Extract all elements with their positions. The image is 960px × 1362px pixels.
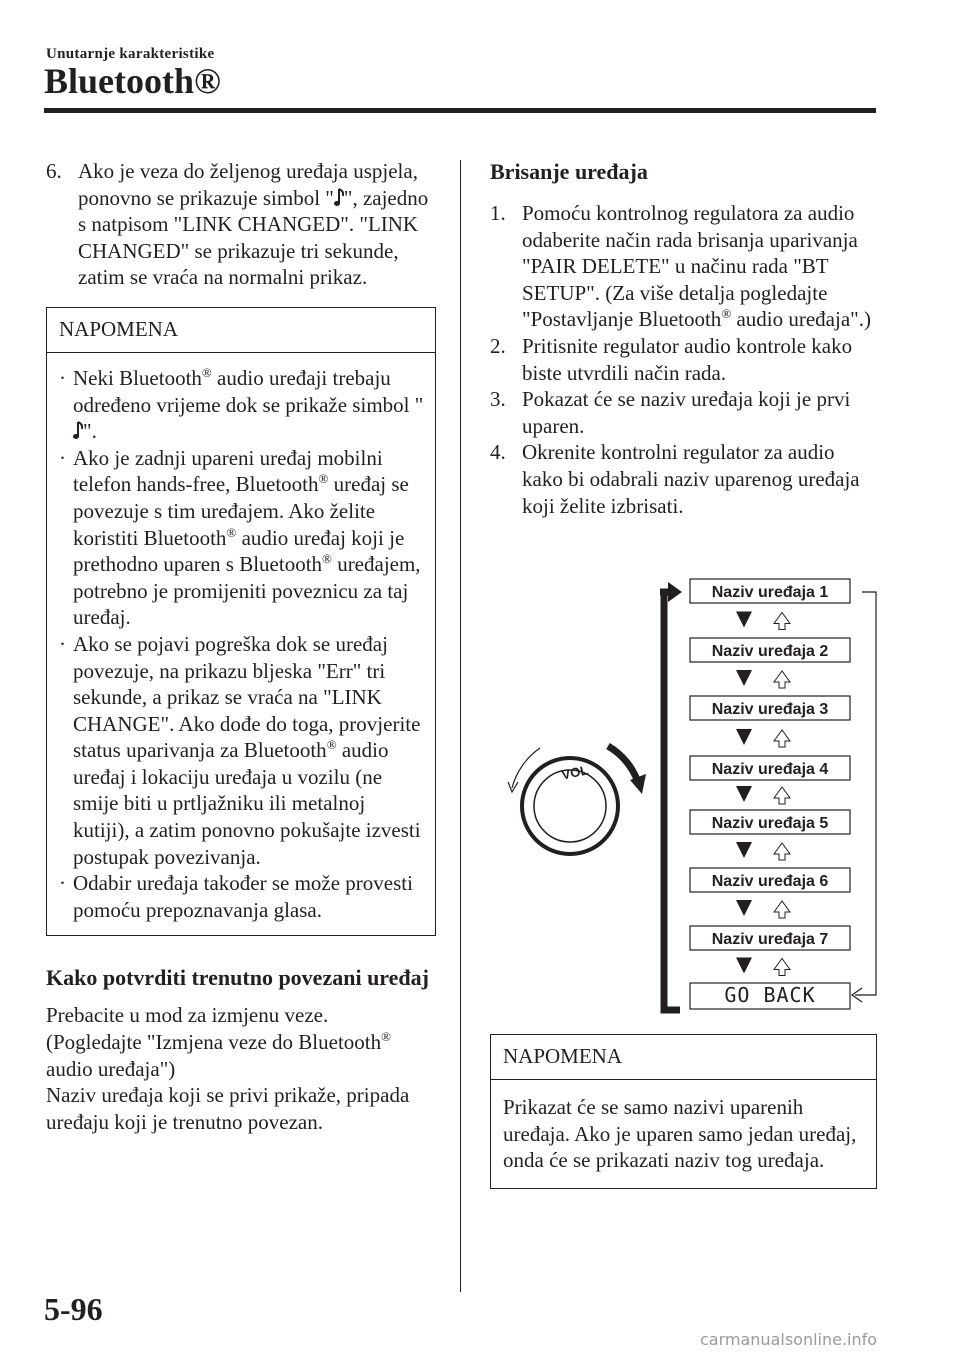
registered-mark: ® <box>226 524 237 540</box>
step-text: Pokazat će se naziv uređaja koji je prvi uparen. <box>522 387 851 438</box>
bullet-dot: · <box>59 631 66 656</box>
return-bracket <box>855 592 876 995</box>
watermark: carmanualsonline.info <box>700 1330 878 1349</box>
right-column <box>476 158 876 519</box>
down-arrow-icon <box>736 729 752 745</box>
up-arrow-icon <box>774 787 790 804</box>
paragraph <box>46 1029 436 1082</box>
section-heading: Kako potvrditi trenutno povezani uređaj <box>46 965 429 991</box>
go-back-label: GO BACK <box>724 983 816 1007</box>
device-name: Naziv uređaja 3 <box>711 701 829 718</box>
paragraph: Naziv uređaja koji se privi prikaže, pripada uređaju koji je trenutno povezan. <box>46 1083 410 1134</box>
note-bullet <box>59 365 425 445</box>
note-bullet <box>59 445 425 631</box>
note-title: NAPOMENA <box>47 308 435 353</box>
bullet-dot: · <box>59 445 66 470</box>
bullet-text-part: Ako se pojavi pogreška dok se uređaj povezuje, na prikazu bljeska "Err" tri sekunde, a prikaz se vraća na "LINK CHANGE". Ako dođe do toga, provjerite status uparivanja za Bluetooth <box>73 631 421 763</box>
down-arrow-icon <box>736 786 752 802</box>
music-note-icon <box>73 421 83 441</box>
up-arrow-icon <box>774 671 790 688</box>
step-text: Pritisnite regulator audio kontrole kako biste utvrdili način rada. <box>522 333 853 385</box>
up-arrow-icon <box>774 901 790 918</box>
music-note-icon <box>334 188 344 208</box>
down-arrow-icon <box>736 900 752 916</box>
device-list <box>690 579 850 976</box>
vol-label: VOL <box>560 762 590 783</box>
bullet-text-part: Ako je zadnji upareni uređaj mobilni telefon hands-free, Bluetooth <box>73 445 383 497</box>
paragraph: Prebacite u mod za izmjenu veze. <box>46 1003 329 1028</box>
bracket-arrowhead <box>668 582 682 602</box>
selection-bracket <box>664 592 680 1010</box>
bullet-text-part: Neki Bluetooth <box>73 365 202 390</box>
column-divider <box>460 160 461 1292</box>
device-name: Naziv uređaja 7 <box>711 931 829 948</box>
registered-mark: ® <box>318 471 329 487</box>
down-arrow-icon <box>736 612 752 628</box>
bullet-text <box>73 631 425 870</box>
bullet-text <box>73 365 425 445</box>
header-rule <box>44 108 876 113</box>
note-title: NAPOMENA <box>491 1035 876 1080</box>
device-name: Naziv uređaja 5 <box>711 815 829 832</box>
left-column <box>46 158 436 1135</box>
down-arrow-icon <box>736 842 752 858</box>
note-body: Prikazat će se samo nazivi uparenih uređaja. Ako je uparen samo jedan uređaj, onda će se prikazati naziv tog uređaja. <box>503 1095 857 1173</box>
bullet-text-part: uređajem, potrebno je promijeniti poveznicu za taj uređaj. <box>73 552 421 630</box>
step-4 <box>490 439 876 519</box>
bullet-text-part: audio uređaj i lokaciju uređaja u vozilu (ne smije biti u prtljažniku ili metalnoj kutiji), a zatim ponovno pokušajte izvesti postupak povezivanja. <box>73 738 421 869</box>
registered-mark: ® <box>721 306 732 322</box>
down-arrow-icon <box>736 958 752 974</box>
bullet-text-part: audio uređaj koji je prethodno uparen s Bluetooth <box>73 525 405 577</box>
step-text-part: Pomoću kontrolnog regulatora za audio odaberite način rada brisanja uparivanja "PAIR DELETE" u načinu rada "BT SETUP". (Za više detalja pogledajte "Postavljanje Bluetooth <box>522 201 858 332</box>
note-box <box>490 1034 877 1189</box>
step-text-part: ", zajedno s natpisom "LINK CHANGED". "LINK CHANGED" se prikazuje tri sekunde, zatim se vraća na normalni prikaz. <box>78 185 429 290</box>
bullet-dot: · <box>59 365 66 390</box>
paragraph-part: audio uređaja") <box>46 1056 176 1081</box>
step-text <box>78 158 436 291</box>
step-number: 3. <box>490 387 506 412</box>
step-text-part: Ako je veza do željenog uređaja uspjela, ponovno se prikazuje simbol " <box>78 159 418 210</box>
up-arrow-icon <box>774 730 790 747</box>
registered-mark: ® <box>381 1029 392 1045</box>
step-number: 6. <box>46 159 62 183</box>
section-label: Unutarnje karakteristike <box>46 46 215 62</box>
device-name: Naziv uređaja 4 <box>711 761 829 778</box>
section-heading: Brisanje uređaja <box>490 159 648 184</box>
note-body <box>47 353 435 935</box>
bullet-text-part: audio uređaji trebaju određeno vrijeme dok se prikaže simbol " <box>73 365 424 417</box>
bullet-text-part: ". <box>83 419 97 444</box>
device-name: Naziv uređaja 2 <box>711 643 829 660</box>
step-2 <box>490 333 876 386</box>
up-arrow-icon <box>774 843 790 860</box>
paragraph-part: (Pogledajte "Izmjena veze do Bluetooth <box>46 1030 382 1055</box>
step-number: 1. <box>490 201 506 225</box>
registered-mark: ® <box>326 737 337 753</box>
device-name: Naziv uređaja 1 <box>711 584 829 601</box>
device-name: Naziv uređaja 6 <box>711 873 829 890</box>
bullet-text <box>73 445 425 631</box>
vol-knob <box>508 746 646 854</box>
note-bullet <box>59 631 425 870</box>
step-text-part: audio uređaja".) <box>731 307 871 332</box>
step-1 <box>490 200 876 333</box>
bullet-text-part: uređaj se povezuje s tim uređajem. Ako želite koristiti Bluetooth <box>73 472 409 550</box>
step-text: Okrenite kontrolni regulator za audio kako bi odabrali naziv uparenog uređaja koji želite izbrisati. <box>522 440 860 518</box>
page-number: 5-96 <box>44 1291 103 1327</box>
step-6 <box>46 158 436 291</box>
note-box <box>46 307 436 936</box>
up-arrow-icon <box>774 959 790 976</box>
bullet-dot: · <box>59 871 66 896</box>
device-selection-diagram <box>500 570 880 1020</box>
page-title: Bluetooth® <box>44 61 221 101</box>
rotate-right-arrow <box>608 746 638 782</box>
step-number: 4. <box>490 440 506 465</box>
note-bullet <box>59 870 425 923</box>
registered-mark: ® <box>201 364 212 380</box>
step-text <box>522 200 876 333</box>
bullet-text: Odabir uređaja također se može provesti pomoću prepoznavanja glasa. <box>73 871 413 922</box>
down-arrow-icon <box>736 670 752 686</box>
step-number: 2. <box>490 333 506 358</box>
step-3 <box>490 386 876 439</box>
up-arrow-icon <box>774 613 790 630</box>
registered-mark: ® <box>322 551 332 567</box>
